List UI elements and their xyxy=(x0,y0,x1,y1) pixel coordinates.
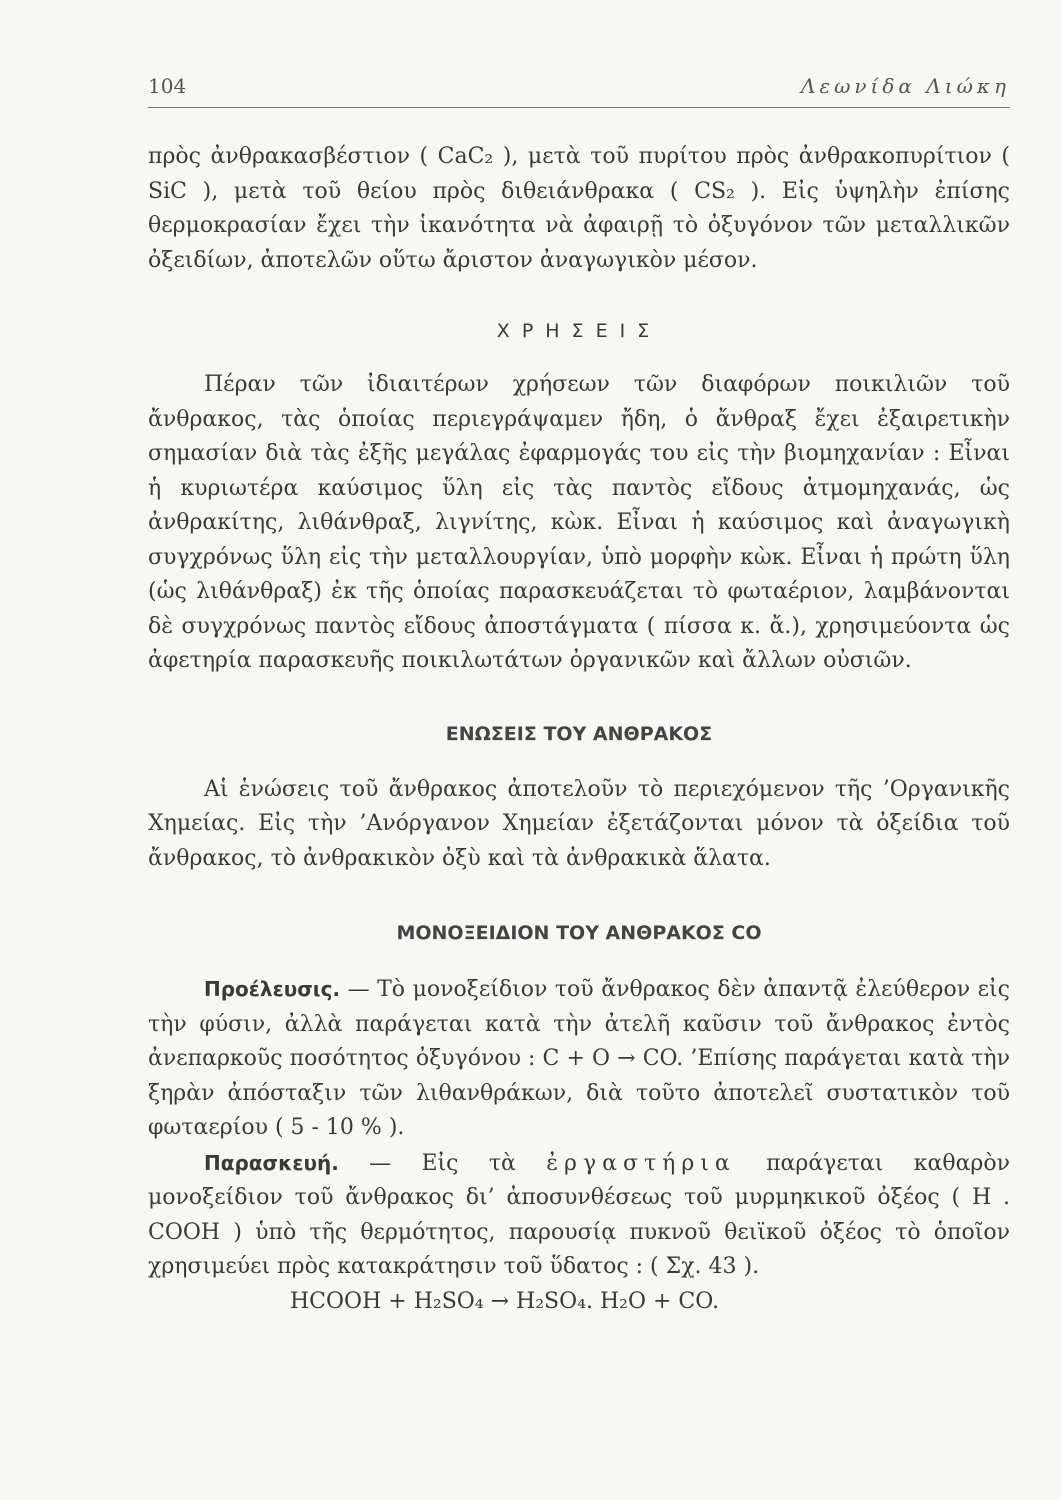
origin-runin-heading: Προέλευσις. xyxy=(204,977,341,1001)
chemical-equation: HCOOH + H₂SO₄ → H₂SO₄. H₂O + CO. xyxy=(290,1288,719,1314)
paragraph-origin xyxy=(148,972,1010,1146)
preparation-text-start: — Εἰς τὰ xyxy=(338,1150,547,1176)
preparation-runin-heading: Παρασκευή. xyxy=(204,1150,339,1175)
header-rule xyxy=(148,107,1010,108)
running-header xyxy=(148,74,1010,104)
paragraph-continuation: πρὸς ἀνθρακασβέστιον ( CaC₂ ), μετὰ τοῦ πυρίτου πρὸς ἀνθρακοπυρίτιον ( SiC ), μετὰ τοῦ θείου πρὸς διθειάνθρακα ( CS₂ ). Εἰς ὑψηλὴν ἐπίσης θερμοκρασίαν ἔχει τὴν ἱκανότητα νὰ ἀφαιρῇ τὸ ὀξυγόνον τῶν μεταλλικῶν ὀξειδίων, ἀποτελῶν οὕτω ἄριστον ἀναγωγικὸν μέσον. xyxy=(148,144,1010,273)
page-body xyxy=(148,140,1010,1317)
section-heading-compounds: ΕΝΩΣΕΙΣ ΤΟΥ ΑΝΘΡΑΚΟΣ xyxy=(445,722,713,745)
paragraph-preparation xyxy=(148,1146,1010,1285)
section-heading-uses: ΧΡΗΣΕΙΣ xyxy=(496,320,662,342)
origin-text: — Τὸ μονοξείδιον τοῦ ἄνθρακος δὲν ἀπαντᾷ ἐλεύθερον εἰς τὴν φύσιν, ἀλλὰ παράγεται κατὰ τὴν ἀτελῆ καῦσιν τοῦ ἄνθρακος ἐντὸς ἀνεπαρκοῦς ποσότητος ὀξυγόνου : C + O → CO. ’Επίσης παράγεται κατὰ τὴν ξηρὰν ἀπόσταξιν τῶν λιθανθράκων, διὰ τοῦτο ἀποτελεῖ συστατικὸν τοῦ φωταερίου ( 5 - 10 % ). xyxy=(148,977,1010,1140)
paragraph-uses: Πέραν τῶν ἰδιαιτέρων χρήσεων τῶν διαφόρων ποικιλιῶν τοῦ ἄνθρακος, τὰς ὁποίας περιεγράψαμεν ἤδη, ὁ ἄνθραξ ἔχει ἐξαιρετικὴν σημασίαν διὰ τὰς ἐξῆς μεγάλας ἐφαρμογάς του εἰς τὴν βιομηχανίαν : Εἶναι ἡ κυριωτέρα καύσιμος ὕλη εἰς τὰς παντὸς εἴδους ἀτμομηχανάς, ὡς ἀνθρακίτης, λιθάνθραξ, λιγνίτης, κὼκ. Εἶναι ἡ καύσιμος καὶ ἀναγωγικὴ συγχρόνως ὕλη εἰς τὴν μεταλλουργίαν, ὑπὸ μορφὴν κὼκ. Εἶναι ἡ πρώτη ὕλη (ὡς λιθάνθραξ) ἐκ τῆς ὁποίας παρασκευάζεται τὸ φωταέριον, λαμβάνονται δὲ συγχρόνως παντὸς εἴδους ἀποστάγματα ( πίσσα κ. ἄ.), χρησιμεύοντα ὡς ἀφετηρία παρασκευῆς ποικιλωτάτων ὀργανικῶν καὶ ἄλλων οὐσιῶν. xyxy=(148,372,1010,673)
preparation-text-end: παράγεται καθαρὸν μονοξείδιον τοῦ ἄνθρακος δι’ ἀποσυνθέσεως τοῦ μυρμηκικοῦ ὀξέος ( H . COOH ) ὑπὸ τῆς θερμότητος, παρουσίᾳ πυκνοῦ θειϊκοῦ ὀξέος τὸ ὁποῖον χρησιμεύει πρὸς κατακράτησιν τοῦ ὕδατος : ( Σχ. 43 ). xyxy=(148,1150,1010,1279)
preparation-spaced-word: ἐργαστήρια xyxy=(546,1150,736,1176)
paragraph-compounds: Αἱ ἑνώσεις τοῦ ἄνθρακος ἀποτελοῦν τὸ περιεχόμενον τῆς ’Οργανικῆς Χημείας. Εἰς τὴν ’Ανόργανον Χημείαν ἐξετάζονται μόνον τὰ ὀξείδια τοῦ ἄνθρακος, τὸ ἀνθρακικὸν ὀξὺ καὶ τὰ ἀνθρακικὰ ἅλατα. xyxy=(148,776,1010,871)
page-number: 104 xyxy=(148,74,187,98)
section-heading-carbon-monoxide: ΜΟΝΟΞΕΙΔΙΟΝ ΤΟΥ ΑΝΘΡΑΚΟΣ CO xyxy=(396,922,762,944)
running-head-author: Λεωνίδα Λιώκη xyxy=(800,74,1010,98)
